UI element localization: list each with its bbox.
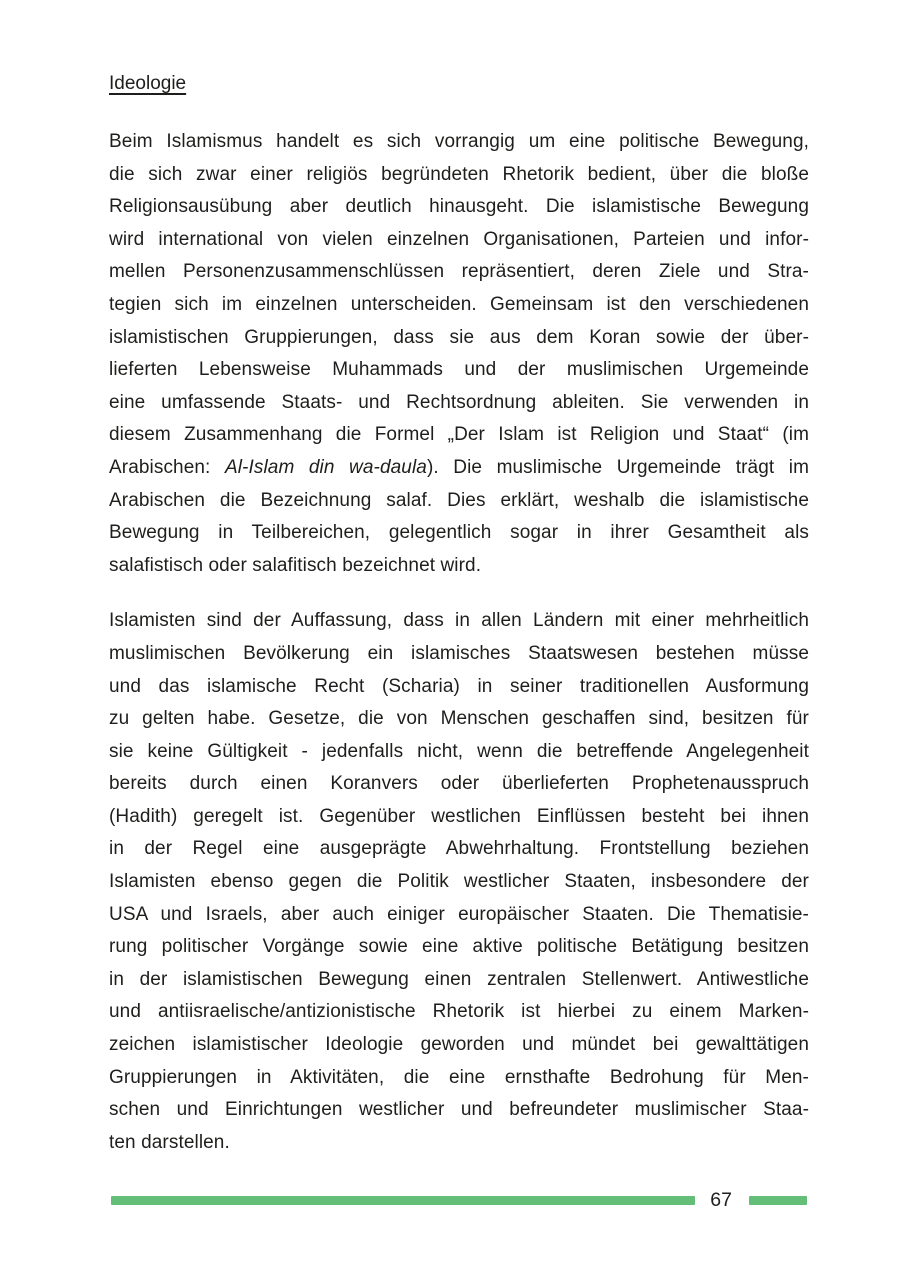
page-number: 67 [710, 1189, 732, 1212]
text-line: islamistischen Gruppierungen, dass sie aus dem Koran sowie der über- [109, 326, 809, 348]
text-line: salafistisch oder salafitisch bezeichnet wird. [109, 554, 482, 576]
text-line: (Hadith) geregelt ist. Gegenüber westlichen Einflüssen besteht bei ihnen [109, 805, 809, 827]
text-line: diesem Zusammenhang die Formel „Der Islam ist Religion und Staat“ (im [109, 424, 809, 446]
text-line: schen und Einrichtungen westlicher und befreundeter muslimischer Staa- [109, 1099, 809, 1121]
text-line: eine umfassende Staats- und Rechtsordnung ableiten. Sie verwenden in [109, 391, 809, 413]
text-line: lieferten Lebensweise Muhammads und der muslimischen Urgemeinde [109, 359, 809, 381]
text-column [109, 72, 809, 1159]
section-heading: Ideologie [109, 73, 187, 94]
text-line: Religionsausübung aber deutlich hinausgeht. Die islamistische Bewegung [109, 196, 809, 218]
page-footer [111, 1188, 807, 1212]
text-line: sie keine Gültigkeit - jedenfalls nicht, wenn die betreffende Angelegenheit [109, 740, 809, 762]
text-line: ten darstellen. [109, 1131, 230, 1153]
text-line: tegien sich im einzelnen unterscheiden. Gemeinsam ist den verschiedenen [109, 293, 809, 315]
text-line: rung politischer Vorgänge sowie eine aktive politische Betätigung besitzen [109, 936, 809, 958]
footer-rule-right [749, 1196, 807, 1205]
paragraph-ideologie-2 [109, 605, 809, 1159]
text-line: Gruppierungen in Aktivitäten, die eine ernsthafte Bedrohung für Men- [109, 1066, 809, 1088]
footer-rule-left [111, 1196, 695, 1205]
text-line: Beim Islamismus handelt es sich vorrangig um eine politische Bewegung, [109, 131, 809, 152]
text-line: und antiisraelische/antizionistische Rhetorik ist hierbei zu einem Marken- [109, 1001, 809, 1023]
text-line: Arabischen die Bezeichnung salaf. Dies erklärt, weshalb die islamistische [109, 489, 809, 511]
text-line: Islamisten ebenso gegen die Politik westlicher Staaten, insbesondere der [109, 871, 809, 893]
text-line: Islamisten sind der Auffassung, dass in allen Ländern mit einer mehrheitlich [109, 610, 809, 632]
text-line: zu gelten habe. Gesetze, die von Menschen geschaffen sind, besitzen für [109, 708, 809, 730]
text-line: zeichen islamistischer Ideologie geworden und mündet bei gewalttätigen [109, 1034, 809, 1056]
text-line: in der Regel eine ausgeprägte Abwehrhaltung. Frontstellung beziehen [109, 838, 809, 860]
text-line: bereits durch einen Koranvers oder überlieferten Prophetenausspruch [109, 773, 809, 795]
text-line: muslimischen Bevölkerung ein islamisches Staatswesen bestehen müsse [109, 642, 809, 664]
text-line: Arabischen: Al-Islam din wa-daula). Die muslimische Urgemeinde trägt im [109, 456, 809, 478]
text-line: die sich zwar einer religiös begründeten Rhetorik bedient, über die bloße [109, 163, 809, 185]
text-line: Bewegung in Teilbereichen, gelegentlich sogar in ihrer Gesamtheit als [109, 522, 809, 544]
text-line: mellen Personenzusammenschlüssen repräsentiert, deren Ziele und Stra- [109, 261, 809, 283]
paragraph-ideologie-1 [109, 126, 809, 582]
text-line: USA und Israels, aber auch einiger europäischer Staaten. Die Thematisie- [109, 903, 809, 925]
text-line: und das islamische Recht (Scharia) in seiner traditionellen Ausformung [109, 675, 809, 697]
text-line: wird international von vielen einzelnen Organisationen, Parteien und infor- [109, 228, 809, 250]
text-line: in der islamistischen Bewegung einen zentralen Stellenwert. Antiwestliche [109, 968, 809, 990]
